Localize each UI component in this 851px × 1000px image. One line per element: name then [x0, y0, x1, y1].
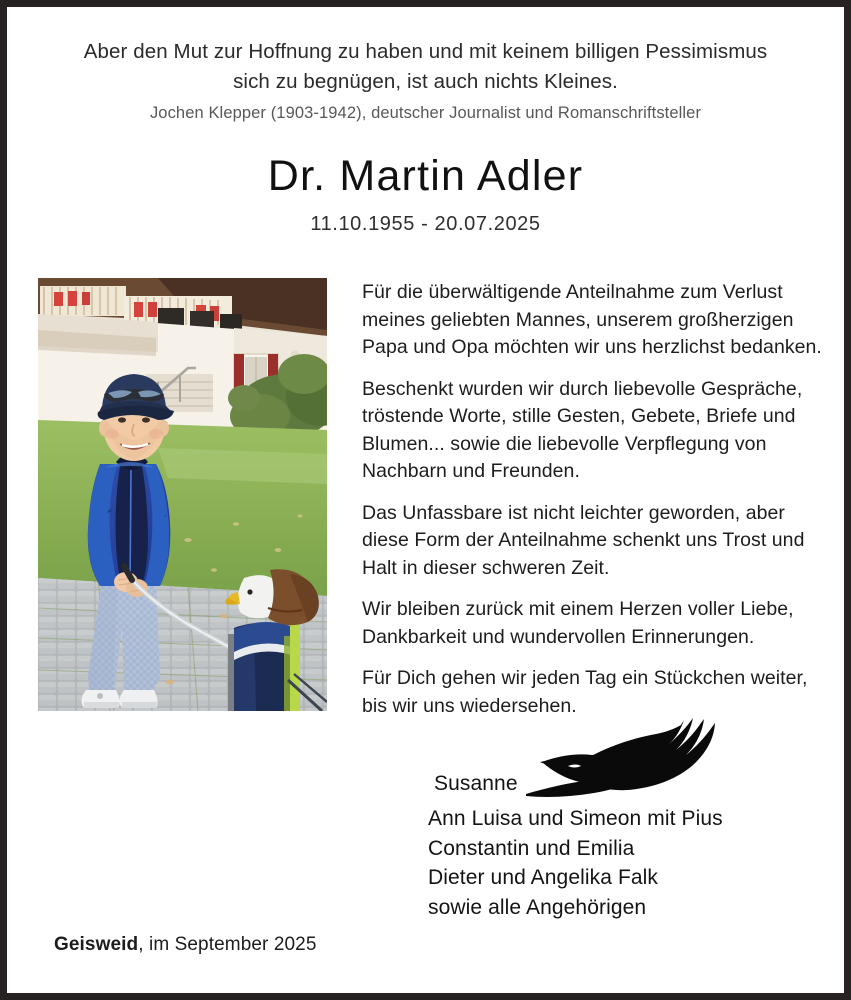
deceased-dates: 11.10.1955 - 20.07.2025	[310, 213, 541, 235]
deceased-name-block	[7, 150, 844, 237]
message-paragraph: Wir bleiben zurück mit einem Herzen voller Liebe, Dankbarkeit und wundervollen Erinnerungen.	[362, 598, 794, 648]
quote-block	[62, 37, 789, 124]
footer-location-date	[54, 932, 317, 958]
message-column	[362, 279, 832, 720]
message-paragraph: Für die überwältigende Anteilnahme zum Verlust meines geliebten Mannes, unserem großherzigen Papa und Opa möchten wir uns herzlichst bedanken.	[362, 281, 822, 358]
footer-place: Geisweid	[54, 934, 139, 955]
quote-attribution: Jochen Klepper (1903-1942), deutscher Journalist und Romanschriftsteller	[149, 104, 702, 122]
message-paragraph: Das Unfassbare ist nicht leichter geworden, aber diese Form der Anteilnahme schenkt uns Trost und Halt in dieser schweren Zeit.	[362, 501, 805, 579]
flying-eagle-icon	[524, 716, 724, 802]
deceased-name: Dr. Martin Adler	[267, 152, 584, 200]
quote-line-2: sich zu begnügen, ist auch nichts Kleines.	[233, 70, 618, 93]
signature-names-list	[428, 804, 840, 922]
deceased-photograph	[38, 278, 327, 711]
signature-name: Ann Luisa und Simeon mit Pius	[428, 807, 723, 830]
signature-first-name: Susanne	[434, 772, 518, 795]
signature-name: Constantin und Emilia	[428, 836, 635, 860]
quote-line-1: Aber den Mut zur Hoffnung zu haben und mit keinem billigen Pessimismus	[83, 40, 768, 63]
memorial-notice-inner	[7, 7, 844, 993]
signature-name: Dieter und Angelika Falk	[428, 866, 659, 889]
message-paragraph: Für Dich gehen wir jeden Tag ein Stückchen weiter, bis wir uns wiedersehen.	[362, 667, 808, 717]
footer-date: , im September 2025	[138, 934, 317, 955]
signature-name: sowie alle Angehörigen	[428, 895, 647, 919]
signature-block	[420, 712, 840, 932]
message-paragraph: Beschenkt wurden wir durch liebevolle Gespräche, tröstende Worte, stille Gesten, Gebete, Briefe und Blumen... sowie die liebevolle Verpflegung von Nachbarn und Freunden.	[362, 377, 803, 482]
